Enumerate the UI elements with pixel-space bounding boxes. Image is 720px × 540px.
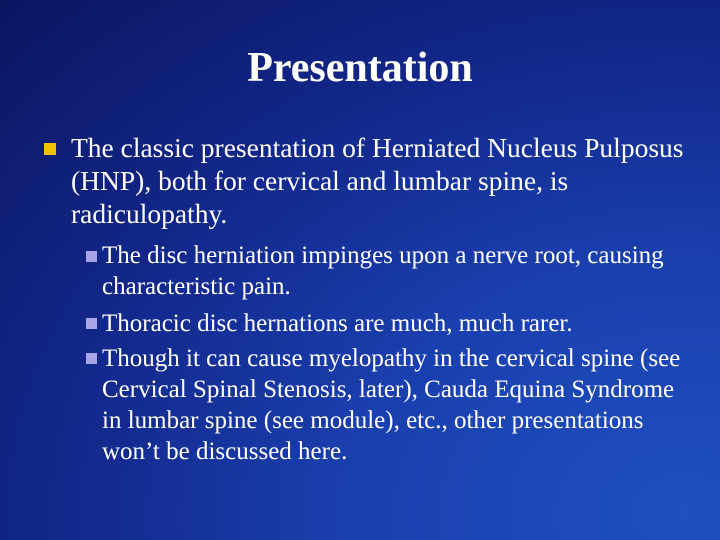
square-bullet-icon bbox=[86, 353, 97, 364]
sub-bullet-1: The disc herniation impinges upon a nerve root, causing characteristic pain. bbox=[102, 242, 664, 300]
square-bullet-icon bbox=[86, 318, 97, 329]
square-bullet-icon bbox=[44, 143, 56, 155]
sub-bullet-3: Though it can cause myelopathy in the cervical spine (see Cervical Spinal Stenosis, later), Cauda Equina Syndrome in lumbar spine (see module), etc., other presentations won’t be discussed here. bbox=[102, 345, 681, 465]
bullet-main: The classic presentation of Herniated Nucleus Pulposus (HNP), both for cervical and lumbar spine, is radiculopathy. bbox=[71, 132, 684, 229]
slide-title: Presentation bbox=[247, 45, 473, 91]
sub-bullet-2: Thoracic disc hernations are much, much rarer. bbox=[102, 310, 573, 337]
square-bullet-icon bbox=[86, 251, 97, 262]
